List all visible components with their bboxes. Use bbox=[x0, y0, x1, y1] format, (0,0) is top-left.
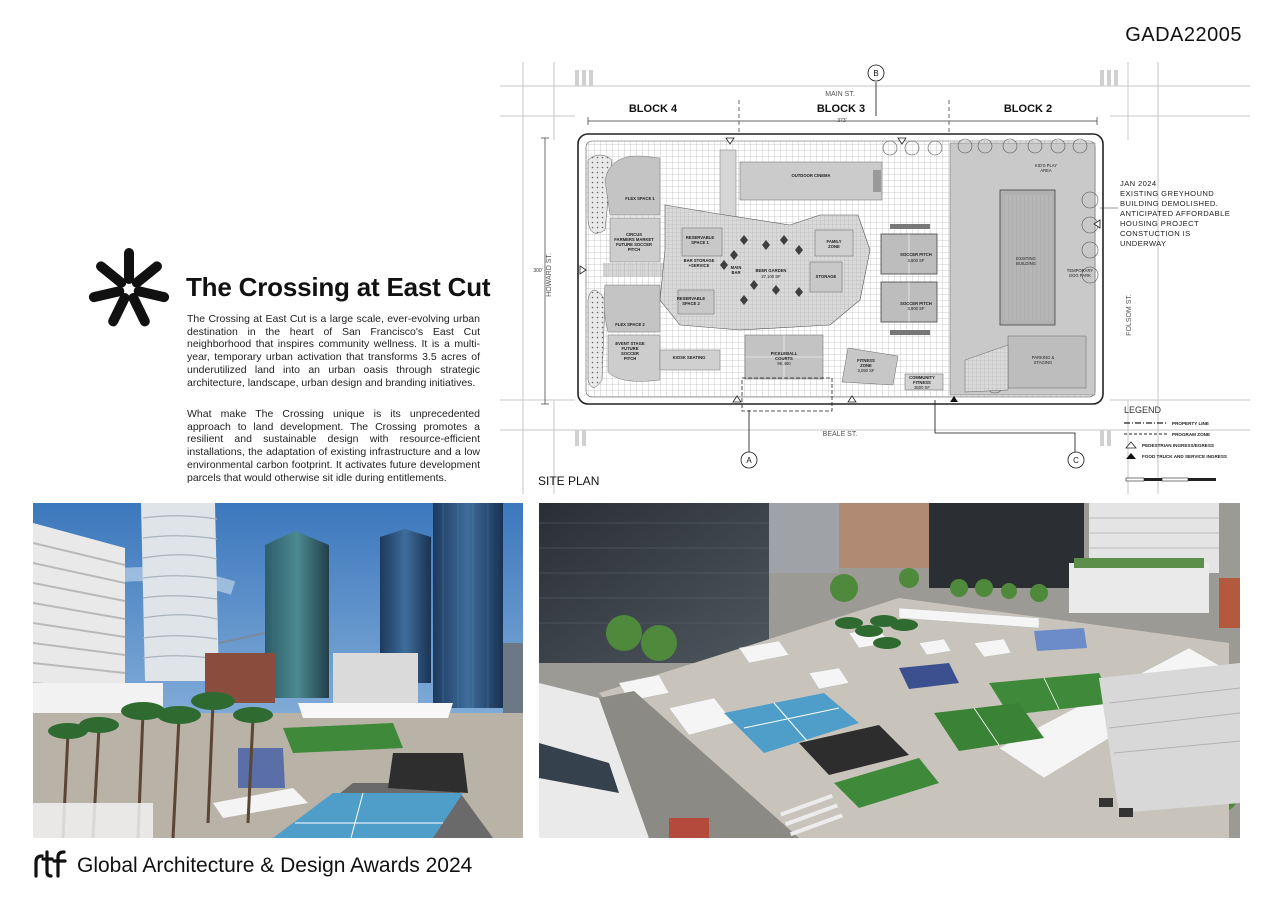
note-line: JAN 2024 bbox=[1120, 179, 1157, 188]
zone-label: PICKLEBALL bbox=[770, 351, 798, 356]
zone-label: FUTURE SOCCER bbox=[615, 242, 653, 247]
aerial-view-photo bbox=[539, 503, 1240, 838]
zone-label: BEER GARDEN bbox=[755, 268, 787, 273]
note-line: EXISTING GREYHOUND bbox=[1120, 189, 1215, 198]
zone-label: COURTS bbox=[775, 356, 793, 361]
legend-item: FOOD TRUCK AND SERVICE INGRESS bbox=[1142, 454, 1227, 459]
note-line: BUILDING DEMOLISHED. bbox=[1120, 199, 1219, 208]
legend-item: PROGRAM ZONE bbox=[1172, 432, 1211, 437]
zone-label: KID'S PLAY bbox=[1034, 163, 1058, 168]
legend-item: PEDESTRIAN INGRESS/EGRESS bbox=[1142, 443, 1214, 448]
zone-label: FARMERS MARKET bbox=[614, 237, 654, 242]
zone-label: 3,800 SF bbox=[907, 258, 925, 263]
project-title: The Crossing at East Cut bbox=[186, 272, 491, 302]
legend-title: LEGEND bbox=[1124, 405, 1162, 415]
zone-label: SPACE 1 bbox=[691, 240, 709, 245]
street-view-photo bbox=[33, 503, 523, 838]
zone-label: AREA bbox=[1040, 168, 1052, 173]
zone-label: SPACE 2 bbox=[682, 301, 700, 306]
rtf-logo-icon bbox=[33, 848, 69, 878]
site-plan-drawing bbox=[490, 62, 1250, 494]
note-line: CONSTUCTION IS bbox=[1120, 229, 1191, 238]
zone-label: FLEX SPACE 2 bbox=[615, 322, 645, 327]
zone-label: COMMUNITY bbox=[909, 375, 935, 380]
zone-label: 27,100 SF bbox=[761, 274, 781, 279]
note-line: UNDERWAY bbox=[1120, 239, 1167, 248]
block-label: BLOCK 3 bbox=[816, 103, 866, 115]
zone-label: EXISTING bbox=[1016, 256, 1036, 261]
zone-label: 3500 SF bbox=[914, 385, 930, 390]
zone-label: DOG PARK bbox=[1069, 273, 1091, 278]
legend-item: PROPERTY LINE bbox=[1172, 421, 1209, 426]
block-label: BLOCK 2 bbox=[1003, 103, 1053, 115]
zone-label: +SERVICE bbox=[688, 263, 710, 268]
zone-label: 3,800 SF bbox=[907, 306, 925, 311]
zone-label: 9K 460 bbox=[777, 361, 791, 366]
zone-label: BUILDING bbox=[1016, 261, 1036, 266]
zone-label: SOCCER PITCH bbox=[900, 252, 932, 257]
zone-label: RESERVABLE bbox=[685, 235, 715, 240]
zone-label: STORAGE bbox=[815, 274, 837, 279]
zone-label: CIRCUS bbox=[625, 232, 643, 237]
note-line: HOUSING PROJECT bbox=[1120, 219, 1199, 228]
street-label-south: BEALE ST. bbox=[822, 431, 858, 438]
zone-label: SOCCER PITCH bbox=[900, 301, 932, 306]
description-paragraph: What make The Crossing unique is its unprecedented approach to land development. The Crossing promotes a resilient and sustainable design with resource-efficient installations, the adaptation of existing infrastructure and a low environmental carbon footprint. It activates future development parcels that would otherwise sit idle during entitlements. bbox=[187, 408, 480, 484]
street-label-west: HOWARD ST. bbox=[546, 253, 553, 297]
zone-label: MAIN bbox=[730, 265, 742, 270]
zone-label: FAMILY bbox=[826, 239, 842, 244]
zone-label: FUTURE bbox=[621, 346, 639, 351]
dimension-width: 373' bbox=[837, 118, 847, 124]
section-marker-a: A bbox=[746, 456, 752, 465]
zone-label: BAR bbox=[731, 270, 741, 275]
zone-label: KIOSK SEATING bbox=[672, 355, 706, 360]
site-plan-title: SITE PLAN bbox=[538, 474, 600, 488]
entry-id: GADA22005 bbox=[1125, 24, 1242, 46]
street-label-east: FOLSOM ST. bbox=[1126, 294, 1133, 336]
street-label-north: MAIN ST. bbox=[825, 91, 855, 98]
section-marker-b: B bbox=[873, 69, 879, 78]
zone-label: FITNESS bbox=[913, 380, 931, 385]
zone-label: EVENT STAGE bbox=[615, 341, 645, 346]
zone-label: OUTDOOR CINEMA bbox=[791, 173, 831, 178]
note-line: ANTICIPATED AFFORDABLE bbox=[1120, 209, 1231, 218]
zone-label: ZONE bbox=[828, 244, 840, 249]
zone-label: PITCH bbox=[623, 356, 637, 361]
zone-label: RESERVABLE bbox=[676, 296, 706, 301]
dimension-height: 300' bbox=[533, 268, 543, 274]
zone-label: TEMPORARY bbox=[1066, 268, 1094, 273]
block-label: BLOCK 4 bbox=[628, 103, 678, 115]
zone-label: 3,050 SF bbox=[857, 368, 875, 373]
section-marker-c: C bbox=[1073, 456, 1079, 465]
footer-award-text: Global Architecture & Design Awards 2024 bbox=[77, 854, 473, 877]
zone-label: ZONE bbox=[860, 363, 872, 368]
zone-label: PARKING & bbox=[1031, 355, 1055, 360]
asterisk-logo-icon bbox=[88, 248, 170, 330]
zone-label: FLEX SPACE 1 bbox=[625, 196, 655, 201]
zone-label: BAR STORAGE bbox=[683, 258, 715, 263]
zone-label: SOCCER bbox=[621, 351, 639, 356]
description-paragraph: The Crossing at East Cut is a large scale, ever-evolving urban destination in the heart of San Francisco's East Cut neighborhood that inspires community wellness. It is a multi-year, temporary urban activation that transforms 3.5 acres of underutilized land into an urban oasis through strategic architecture, landscape, urban design and branding initiatives. bbox=[187, 313, 480, 389]
zone-label: FITNESS bbox=[857, 358, 875, 363]
zone-label: PITCH bbox=[627, 247, 641, 252]
zone-label: STAGING bbox=[1033, 360, 1053, 365]
